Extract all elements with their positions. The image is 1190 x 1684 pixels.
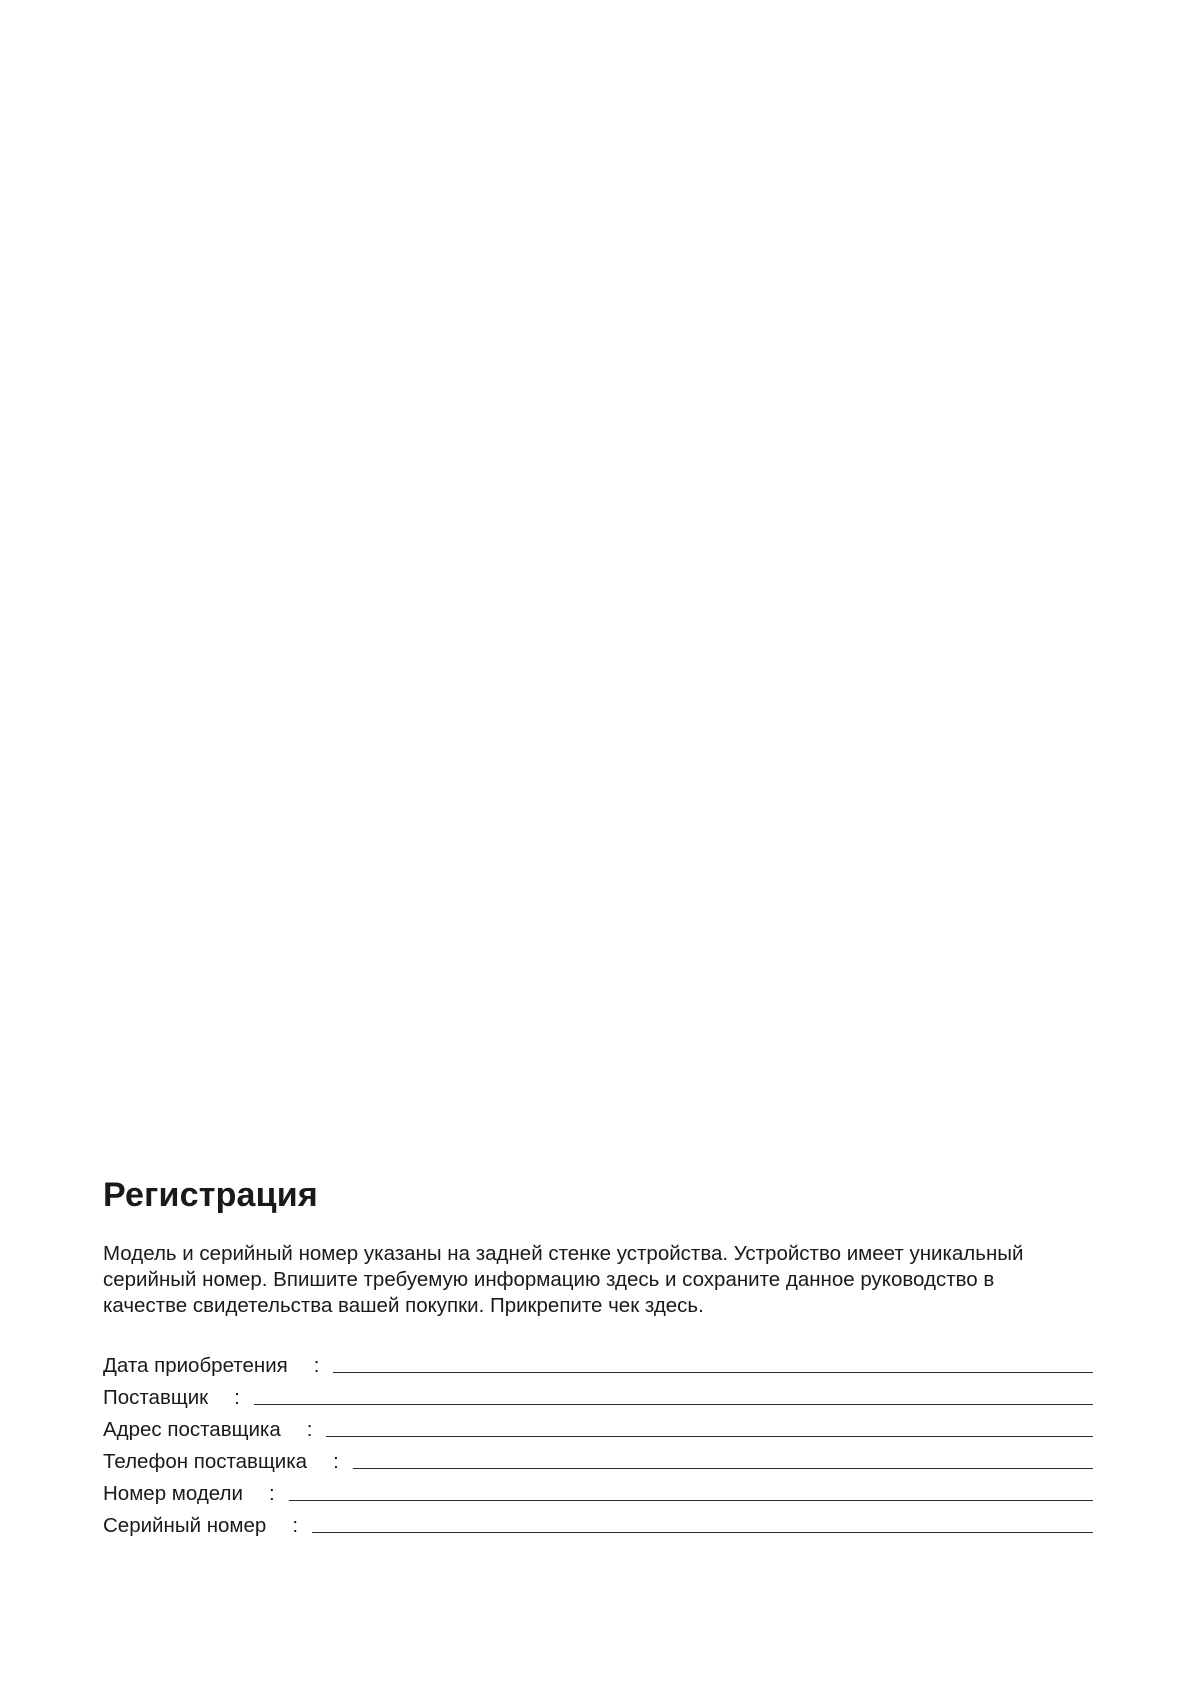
- purchase-date-field[interactable]: [333, 1372, 1093, 1373]
- supplier-address-label: Адрес поставщика: [103, 1418, 281, 1441]
- supplier-field[interactable]: [254, 1404, 1093, 1405]
- supplier-address-separator: :: [306, 1418, 313, 1441]
- supplier-phone-separator: :: [333, 1450, 339, 1473]
- supplier-phone-field[interactable]: [353, 1468, 1093, 1469]
- purchase-date-separator: :: [313, 1354, 320, 1377]
- registration-form: [103, 1346, 1093, 1538]
- form-row-supplier-phone: [103, 1442, 1093, 1474]
- form-row-model-number: [103, 1474, 1093, 1506]
- model-number-field[interactable]: [289, 1500, 1093, 1501]
- model-number-label: Номер модели: [103, 1482, 243, 1505]
- supplier-address-field[interactable]: [326, 1436, 1093, 1437]
- supplier-label: Поставщик: [103, 1386, 209, 1409]
- supplier-phone-label: Телефон поставщика: [103, 1450, 308, 1473]
- serial-number-field[interactable]: [312, 1532, 1093, 1533]
- supplier-separator: :: [234, 1386, 240, 1409]
- registration-section: [103, 1175, 1093, 1538]
- form-row-supplier: [103, 1378, 1093, 1410]
- form-row-supplier-address: [103, 1410, 1093, 1442]
- form-row-serial-number: [103, 1506, 1093, 1538]
- serial-number-separator: :: [292, 1514, 299, 1537]
- model-number-separator: :: [268, 1482, 275, 1505]
- page-title: Регистрация: [103, 1176, 318, 1214]
- form-row-purchase-date: [103, 1346, 1093, 1378]
- purchase-date-label: Дата приобретения: [103, 1354, 288, 1377]
- intro-paragraph: Модель и серийный номер указаны на задней стенке устройства. Устройство имеет уникальный серийный номер. Впишите требуемую информацию здесь и сохраните данное руководство в качестве свидетельства вашей покупки. Прикрепите чек здесь.: [103, 1242, 1024, 1317]
- serial-number-label: Серийный номер: [103, 1514, 267, 1537]
